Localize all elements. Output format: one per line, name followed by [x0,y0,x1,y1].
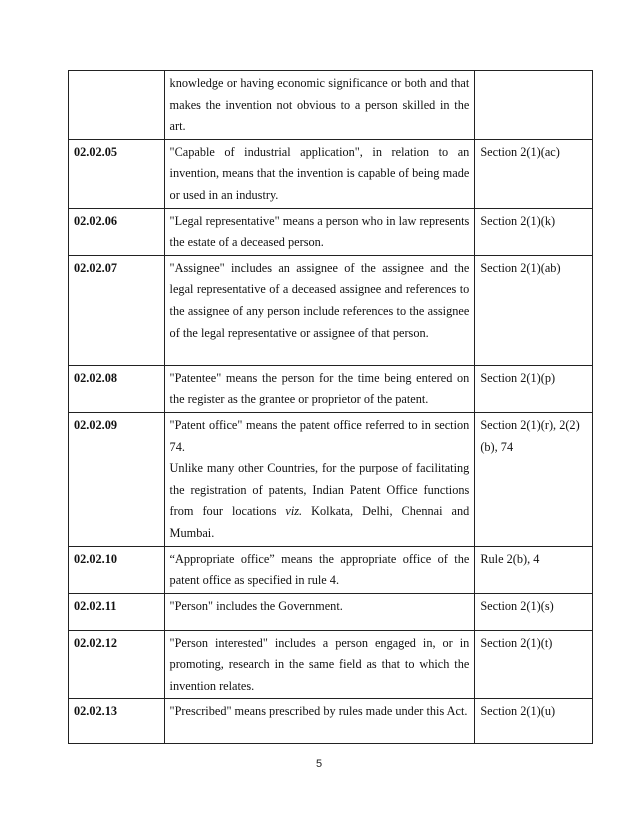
definition-text: knowledge or having economic significance or both and that makes the invention not obvious to a person skilled in the art. [169,76,470,134]
table-row [69,630,593,699]
row-reference: Section 2(1)(t) [475,630,593,699]
row-reference: Section 2(1)(p) [475,365,593,412]
table-row [69,71,593,140]
table-row [69,255,593,365]
definition-text: "Person interested" includes a person engaged in, or in promoting, research in the same field as that to which the invention relates. [169,635,470,693]
row-reference: Section 2(1)(r), 2(2)(b), 74 [475,412,593,546]
table-row [69,699,593,744]
row-code: 02.02.11 [69,593,165,630]
definition-note: Unlike many other Countries, for the purpose of facilitating the registration of patents, Indian Patent Office functions from four locations viz. Kolkata, Delhi, Chennai and Mumbai. [169,461,470,540]
row-definition [164,71,475,140]
row-definition [164,365,475,412]
definitions-table [68,70,593,744]
table-row [69,412,593,546]
definition-text: "Person" includes the Government. [169,598,343,613]
row-reference: Section 2(1)(ac) [475,139,593,208]
row-reference: Rule 2(b), 4 [475,546,593,593]
definition-text: "Assignee" includes an assignee of the assignee and the legal representative of a deceased assignee and references to the assignee of any person include references to the assignee of the legal representative or assignee of that person. [169,260,470,340]
definition-text: "Legal representative" means a person who in law represents the estate of a deceased person. [169,213,470,250]
row-reference: Section 2(1)(s) [475,593,593,630]
row-definition [164,208,475,255]
row-code: 02.02.10 [69,546,165,593]
table-row [69,208,593,255]
row-code: 02.02.07 [69,255,165,365]
row-definition [164,139,475,208]
row-reference: Section 2(1)(u) [475,699,593,744]
row-code: 02.02.08 [69,365,165,412]
row-definition [164,630,475,699]
definition-text: "Prescribed" means prescribed by rules made under this Act. [169,704,468,719]
definition-text: "Capable of industrial application", in relation to an invention, means that the invention is capable of being made or used in an industry. [169,144,470,202]
row-code: 02.02.06 [69,208,165,255]
row-code: 02.02.05 [69,139,165,208]
table-row [69,139,593,208]
row-code [69,71,165,140]
row-definition [164,699,475,744]
row-code: 02.02.12 [69,630,165,699]
row-code: 02.02.13 [69,699,165,744]
table-row [69,365,593,412]
definition-text: “Appropriate office” means the appropriate office of the patent office as specified in rule 4. [169,551,470,588]
definition-text: "Patent office" means the patent office referred to in section 74. [169,417,470,454]
row-definition [164,412,475,546]
row-definition [164,255,475,365]
table-row [69,546,593,593]
table-row [69,593,593,630]
row-code: 02.02.09 [69,412,165,546]
definition-text: "Patentee" means the person for the time being entered on the register as the grantee or proprietor of the patent. [169,370,470,407]
row-reference: Section 2(1)(ab) [475,255,593,365]
page-number: 5 [315,758,323,770]
row-reference [475,71,593,140]
row-definition [164,546,475,593]
row-definition [164,593,475,630]
row-reference: Section 2(1)(k) [475,208,593,255]
